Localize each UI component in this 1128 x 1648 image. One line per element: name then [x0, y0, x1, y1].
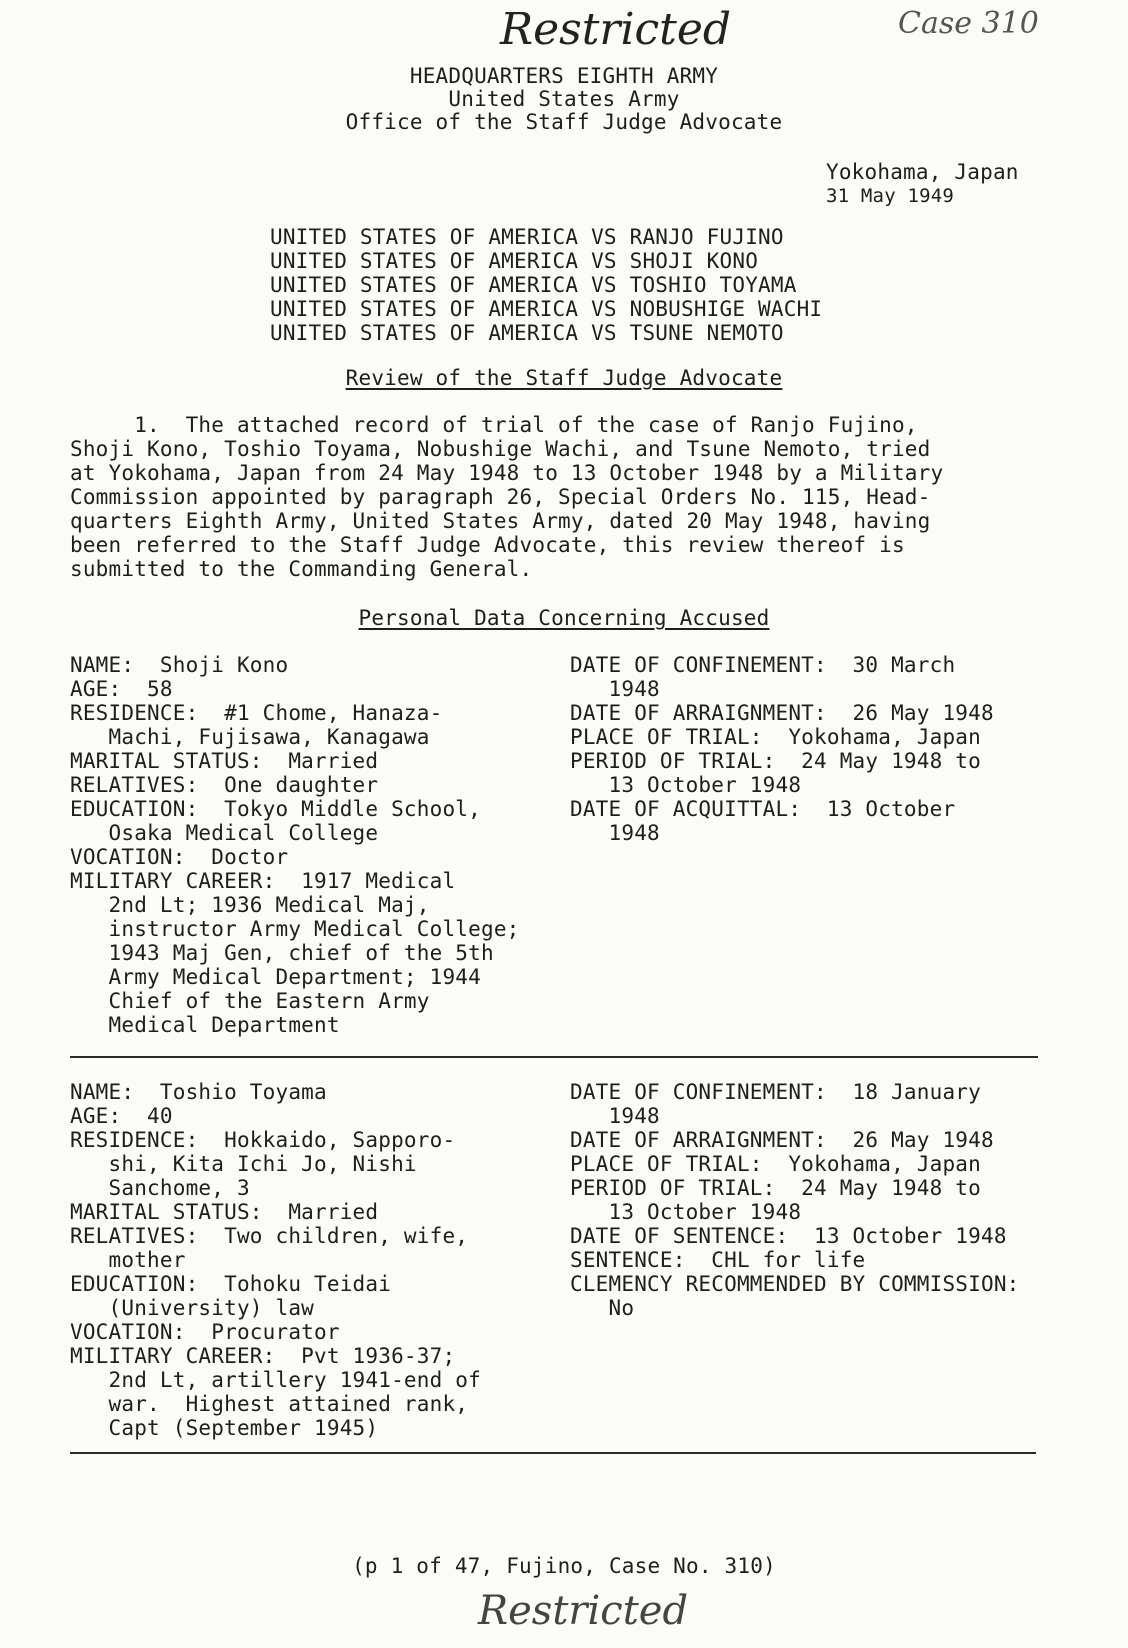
data-field: 1948 — [570, 1104, 660, 1128]
data-field: PERIOD OF TRIAL: 24 May 1948 to — [570, 749, 981, 773]
data-field: 13 October 1948 — [570, 773, 802, 797]
data-field: Machi, Fujisawa, Kanagawa — [70, 725, 430, 749]
paragraph-line: at Yokohama, Japan from 24 May 1948 to 13 October 1948 by a Military — [70, 461, 944, 485]
data-field: MARITAL STATUS: Married — [70, 749, 379, 773]
accused-kono-right — [570, 653, 994, 845]
paragraph-line: quarters Eighth Army, United States Army, dated 20 May 1948, having — [70, 509, 931, 533]
data-field: (University) law — [70, 1296, 315, 1320]
paragraph-line: Shoji Kono, Toshio Toyama, Nobushige Wachi, and Tsune Nemoto, tried — [70, 437, 931, 461]
page-footer: (p 1 of 47, Fujino, Case No. 310) — [352, 1554, 776, 1578]
paragraph-line: Commission appointed by paragraph 26, Special Orders No. 115, Head- — [70, 485, 931, 509]
data-field: 2nd Lt, artillery 1941-end of — [70, 1368, 481, 1392]
restricted-stamp-bottom: Restricted — [478, 1588, 689, 1634]
data-field: AGE: 40 — [70, 1104, 173, 1128]
data-field: DATE OF ACQUITTAL: 13 October — [570, 797, 956, 821]
data-field: DATE OF ARRAIGNMENT: 26 May 1948 — [570, 1128, 994, 1152]
paragraph-line: submitted to the Commanding General. — [70, 557, 533, 581]
accused-toyama-right — [570, 1080, 1020, 1320]
paragraph-line: 1. The attached record of trial of the case of Ranjo Fujino, — [70, 413, 918, 437]
data-field: No — [570, 1296, 635, 1320]
review-title: Review of the Staff Judge Advocate — [345, 366, 783, 390]
data-field: NAME: Toshio Toyama — [70, 1080, 327, 1104]
accused-toyama-left — [70, 1080, 481, 1440]
section-divider — [70, 1056, 1038, 1058]
data-field: RELATIVES: One daughter — [70, 773, 379, 797]
data-field: 2nd Lt; 1936 Medical Maj, — [70, 893, 430, 917]
data-field: 1948 — [570, 821, 660, 845]
data-field: DATE OF ARRAIGNMENT: 26 May 1948 — [570, 701, 994, 725]
data-field: MILITARY CAREER: 1917 Medical — [70, 869, 456, 893]
data-field: 1943 Maj Gen, chief of the 5th — [70, 941, 494, 965]
data-field: EDUCATION: Tokyo Middle School, — [70, 797, 481, 821]
data-field: CLEMENCY RECOMMENDED BY COMMISSION: — [570, 1272, 1020, 1296]
data-field: DATE OF CONFINEMENT: 30 March — [570, 653, 956, 677]
data-field: PLACE OF TRIAL: Yokohama, Japan — [570, 725, 981, 749]
data-field: NAME: Shoji Kono — [70, 653, 289, 677]
data-field: MARITAL STATUS: Married — [70, 1200, 379, 1224]
case-caption: UNITED STATES OF AMERICA VS NOBUSHIGE WACHI — [270, 297, 823, 321]
data-field: 1948 — [570, 677, 660, 701]
data-field: DATE OF CONFINEMENT: 18 January — [570, 1080, 981, 1104]
date: 31 May 1949 — [826, 185, 955, 207]
data-field: RESIDENCE: #1 Chome, Hanaza- — [70, 701, 443, 725]
case-number-note: Case 310 — [898, 6, 1039, 41]
data-field: mother — [70, 1248, 186, 1272]
section-divider — [70, 1452, 1036, 1454]
data-field: 13 October 1948 — [570, 1200, 802, 1224]
case-caption: UNITED STATES OF AMERICA VS TSUNE NEMOTO — [270, 321, 784, 345]
case-caption: UNITED STATES OF AMERICA VS SHOJI KONO — [270, 249, 759, 273]
data-field: PLACE OF TRIAL: Yokohama, Japan — [570, 1152, 981, 1176]
header-line-2: United States Army — [448, 87, 680, 111]
data-field: VOCATION: Procurator — [70, 1320, 340, 1344]
data-field: instructor Army Medical College; — [70, 917, 520, 941]
header-line-1: HEADQUARTERS EIGHTH ARMY — [409, 64, 719, 88]
data-field: MILITARY CAREER: Pvt 1936-37; — [70, 1344, 456, 1368]
accused-kono-left — [70, 653, 520, 1037]
case-caption: UNITED STATES OF AMERICA VS TOSHIO TOYAMA — [270, 273, 797, 297]
data-field: RESIDENCE: Hokkaido, Sapporo- — [70, 1128, 456, 1152]
data-field: Medical Department — [70, 1013, 340, 1037]
data-field: Army Medical Department; 1944 — [70, 965, 481, 989]
case-captions — [270, 225, 822, 345]
paragraph-line: been referred to the Staff Judge Advocate, this review thereof is — [70, 533, 905, 557]
data-field: AGE: 58 — [70, 677, 173, 701]
data-field: RELATIVES: Two children, wife, — [70, 1224, 469, 1248]
data-field: EDUCATION: Tohoku Teidai — [70, 1272, 392, 1296]
data-field: VOCATION: Doctor — [70, 845, 289, 869]
data-field: DATE OF SENTENCE: 13 October 1948 — [570, 1224, 1007, 1248]
data-field: Osaka Medical College — [70, 821, 379, 845]
data-field: Sanchome, 3 — [70, 1176, 250, 1200]
restricted-stamp-top: Restricted — [500, 4, 732, 55]
data-field: Capt (September 1945) — [70, 1416, 379, 1440]
data-field: PERIOD OF TRIAL: 24 May 1948 to — [570, 1176, 981, 1200]
data-field: shi, Kita Ichi Jo, Nishi — [70, 1152, 417, 1176]
paragraph-1 — [70, 413, 943, 581]
case-caption: UNITED STATES OF AMERICA VS RANJO FUJINO — [270, 225, 784, 249]
data-field: SENTENCE: CHL for life — [570, 1248, 866, 1272]
data-field: Chief of the Eastern Army — [70, 989, 430, 1013]
data-field: war. Highest attained rank, — [70, 1392, 469, 1416]
personal-data-title: Personal Data Concerning Accused — [358, 606, 770, 630]
place: Yokohama, Japan — [826, 160, 1019, 184]
header-line-3: Office of the Staff Judge Advocate — [345, 110, 783, 134]
